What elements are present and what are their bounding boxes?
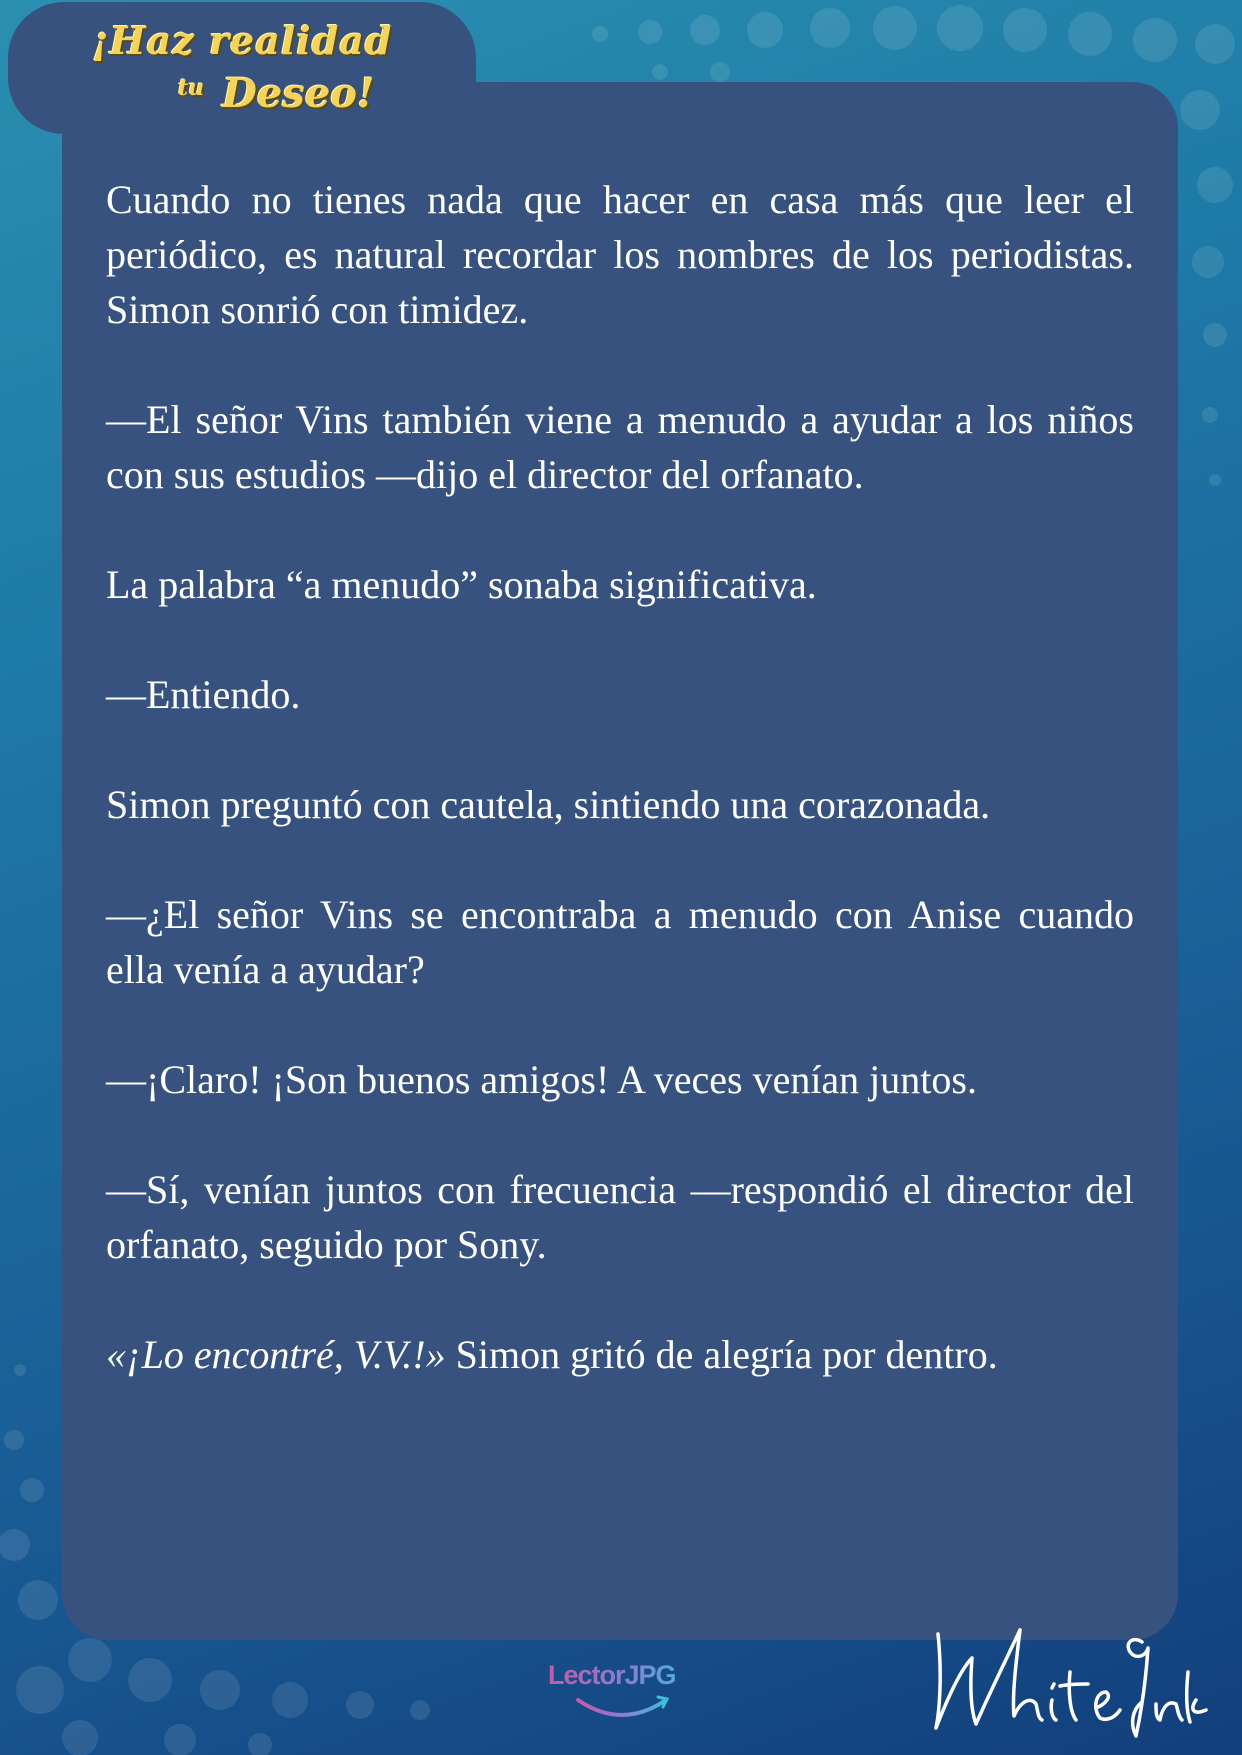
logo-line2-small: tu bbox=[178, 75, 205, 101]
paragraph-last-rest: Simon gritó de alegría por dentro. bbox=[445, 1332, 998, 1377]
paragraph-last-italic: «¡Lo encontré, V.V.!» bbox=[106, 1332, 446, 1377]
paragraph: Simon preguntó con cautela, sintiendo una corazonada. bbox=[106, 782, 991, 827]
white-ink-signature bbox=[920, 1612, 1210, 1742]
logo-line2 bbox=[178, 70, 375, 117]
paragraph: Cuando no tienes nada que hacer en casa más que leer el periódico, es natural recordar los nombres de los periodistas. Simon sonrió con timidez. bbox=[106, 177, 1134, 332]
paragraph: —¿El señor Vins se encontraba a menudo con Anise cuando ella venía a ayudar? bbox=[106, 892, 1134, 992]
paragraph: —Entiendo. bbox=[106, 672, 301, 717]
paragraph: —Sí, venían juntos con frecuencia —respondió el director del orfanato, seguido por Sony. bbox=[106, 1167, 1134, 1267]
story-text bbox=[106, 172, 1134, 1437]
paragraph: —¡Claro! ¡Son buenos amigos! A veces venían juntos. bbox=[106, 1057, 977, 1102]
lectorjpg-watermark bbox=[548, 1660, 698, 1730]
logo-haz-realidad-tu-deseo bbox=[92, 14, 392, 124]
paragraph: La palabra “a menudo” sonaba significativa. bbox=[106, 562, 817, 607]
smile-arc-icon bbox=[572, 1694, 672, 1724]
logo-line2-main: Deseo! bbox=[222, 70, 375, 117]
logo-line1: ¡Haz realidad bbox=[92, 18, 393, 63]
paragraph-last bbox=[106, 1327, 1134, 1382]
watermark-text: LectorJPG bbox=[548, 1660, 698, 1691]
paragraph: —El señor Vins también viene a menudo a ayudar a los niños con sus estudios —dijo el director del orfanato. bbox=[106, 397, 1134, 497]
